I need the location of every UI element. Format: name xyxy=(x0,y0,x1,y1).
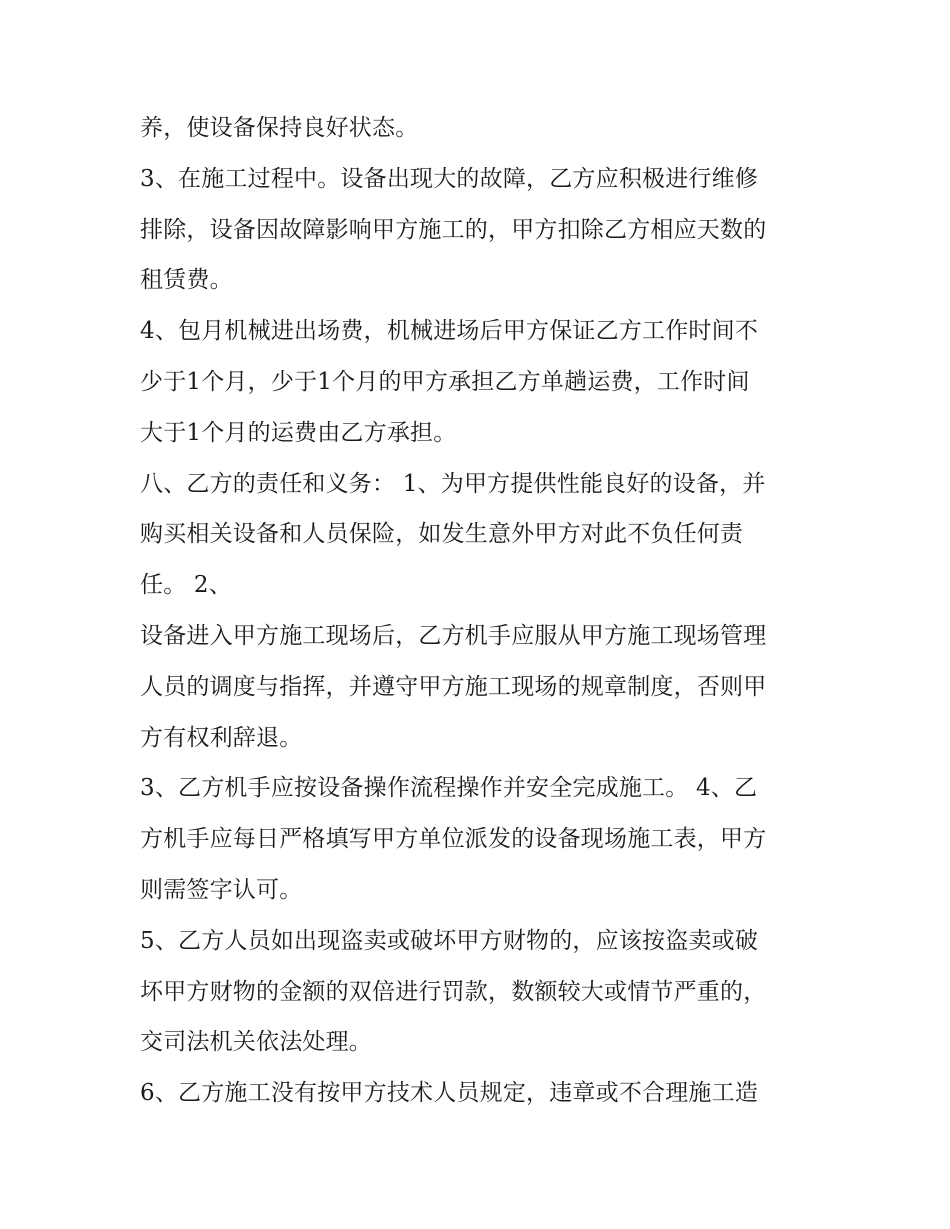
text-line: 养，使设备保持良好状态。 xyxy=(140,115,419,141)
text-line: 交司法机关依法处理。 xyxy=(140,1029,372,1056)
text-line: 排除，设备因故障影响甲方施工的，甲方扣除乙方相应天数的 xyxy=(140,216,767,243)
text-line: 坏甲方财物的金额的双倍进行罚款，数额较大或情节严重的， xyxy=(140,978,767,1005)
text-line: 3、乙方机手应按设备操作流程操作并安全完成施工。 4、乙 xyxy=(140,775,758,802)
text-line: 少于1个月，少于1个月的甲方承担乙方单趟运费，工作时间 xyxy=(140,368,750,395)
text-line: 6、乙方施工没有按甲方技术人员规定，违章或不合理施工造 xyxy=(140,1080,759,1107)
text-line: 3、在施工过程中。设备出现大的故障，乙方应积极进行维修 xyxy=(140,165,759,192)
text-line: 租赁费。 xyxy=(140,267,233,294)
text-line: 任。 2、 xyxy=(140,572,232,599)
text-line: 八、乙方的责任和义务： 1、为甲方提供性能良好的设备，并 xyxy=(140,470,766,497)
text-line: 4、包月机械进出场费，机械进场后甲方保证乙方工作时间不 xyxy=(140,318,759,345)
text-line: 大于1个月的运费由乙方承担。 xyxy=(140,419,457,446)
text-line: 5、乙方人员如出现盗卖或破坏甲方财物的，应该按盗卖或破 xyxy=(140,927,759,954)
text-line: 方有权利辞退。 xyxy=(140,724,303,751)
text-line: 购买相关设备和人员保险，如发生意外甲方对此不负任何责 xyxy=(140,521,744,548)
text-line: 则需签字认可。 xyxy=(140,876,303,903)
text-line: 方机手应每日严格填写甲方单位派发的设备现场施工表，甲方 xyxy=(140,826,767,853)
text-line: 设备进入甲方施工现场后，乙方机手应服从甲方施工现场管理 xyxy=(140,622,767,649)
document-body xyxy=(140,103,820,1119)
text-line: 人员的调度与指挥，并遵守甲方施工现场的规章制度，否则甲 xyxy=(140,673,767,700)
